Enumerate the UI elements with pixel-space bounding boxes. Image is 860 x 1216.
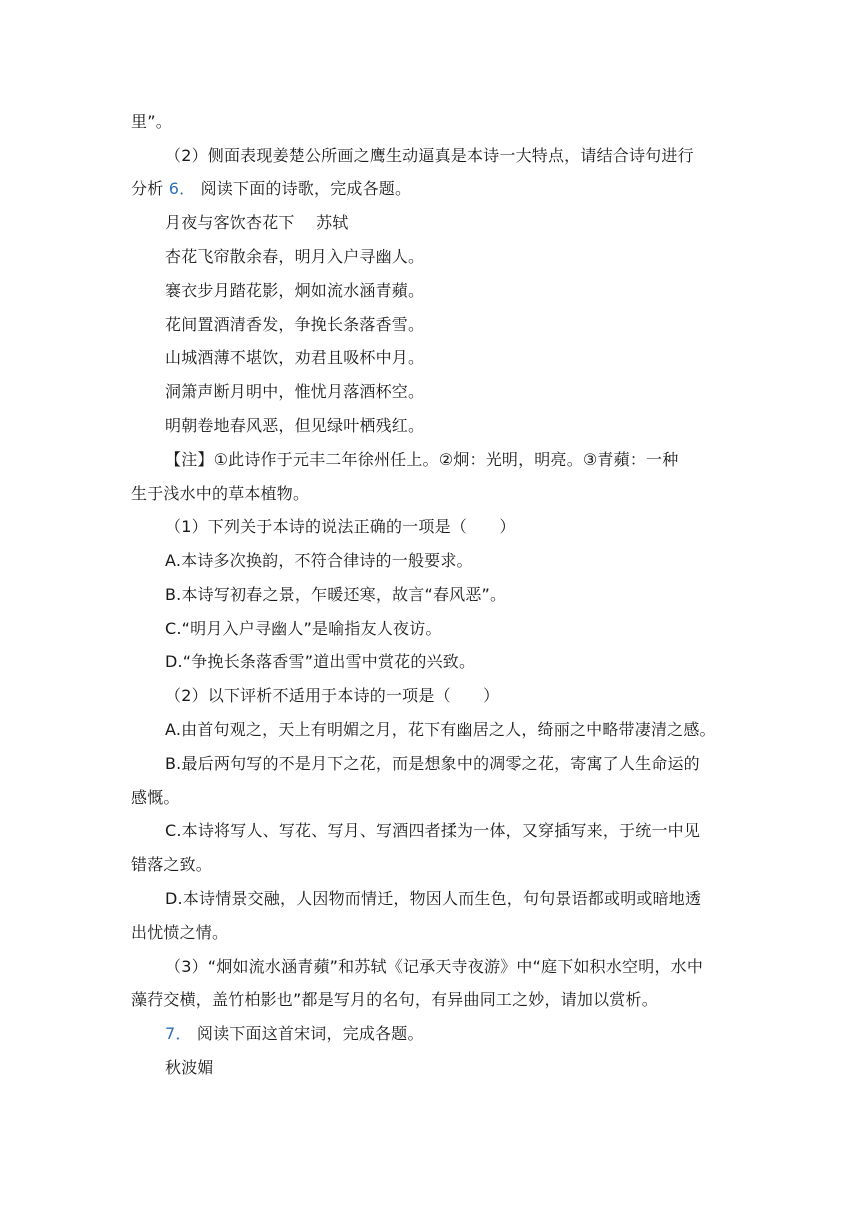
question-5-2: （2）侧面表现姜楚公所画之鹰生动逼真是本诗一大特点，请结合诗句进行 [165,146,694,165]
option-a: A.本诗多次换韵，不符合律诗的一般要求。 [165,551,473,570]
poem-line: 洞箫声断月明中，惟忧月落酒杯空。 [165,382,425,401]
option-b: B.本诗写初春之景，乍暖还寒，故言“春风恶”。 [165,585,507,604]
text-line [131,179,411,199]
option-b-continued: 感慨。 [131,788,180,807]
option-d: D.本诗情景交融，人因物而情迁，物因人而生色，句句景语都或明或暗地透 [165,889,702,908]
question-6-1: （1）下列关于本诗的说法正确的一项是（ ） [165,517,516,536]
question-number-6: 6． [168,179,196,198]
question-6-3-continued: 藻荇交横，盖竹柏影也”都是写月的名句，有异曲同工之妙，请加以赏析。 [131,990,658,1009]
option-b: B.最后两句写的不是月下之花，而是想象中的凋零之花，寄寓了人生命运的 [165,754,700,773]
poem-title: 秋波媚 [165,1058,214,1077]
poem-line: 褰衣步月踏花影，炯如流水涵青蘋。 [165,281,425,300]
poem-note: 【注】①此诗作于元丰二年徐州任上。②炯：光明，明亮。③青蘋：一种 [165,450,679,469]
question-7-prompt [165,1024,424,1044]
option-a: A.由首句观之，天上有明媚之月，花下有幽居之人，绮丽之中略带凄清之感。 [165,720,716,739]
question-7-text: 阅读下面这首宋词，完成各题。 [196,1024,424,1043]
question-6-3: （3）“炯如流水涵青蘋”和苏轼《记承天寺夜游》中“庭下如积水空明，水中 [165,957,704,976]
poem-line: 山城酒薄不堪饮，劝君且吸杯中月。 [165,348,425,367]
question-6-2: （2）以下评析不适用于本诗的一项是（ ） [165,686,500,705]
option-d: D.“争挽长条落香雪”道出雪中赏花的兴致。 [165,652,476,671]
question-6-prompt: 阅读下面的诗歌，完成各题。 [200,179,412,198]
question-number-7: 7． [165,1024,192,1043]
poem-line: 明朝卷地春风恶，但见绿叶栖残红。 [165,416,425,435]
poem-line: 杏花飞帘散余春，明月入户寻幽人。 [165,247,425,266]
option-c: C.本诗将写人、写花、写月、写酒四者揉为一体，又穿插写来，于统一中见 [165,821,701,840]
poem-note-continued: 生于浅水中的草本植物。 [131,484,310,503]
poem-title: 月夜与客饮杏花下 苏轼 [165,213,349,232]
option-d-continued: 出忧愤之情。 [131,923,229,942]
poem-line: 花间置酒清香发，争挽长条落香雪。 [165,315,425,334]
option-c-continued: 错落之致。 [131,855,213,874]
text-fragment: 分析 [131,179,164,198]
option-c: C.“明月入户寻幽人”是喻指友人夜访。 [165,619,442,638]
text-line: 里”。 [131,112,172,131]
